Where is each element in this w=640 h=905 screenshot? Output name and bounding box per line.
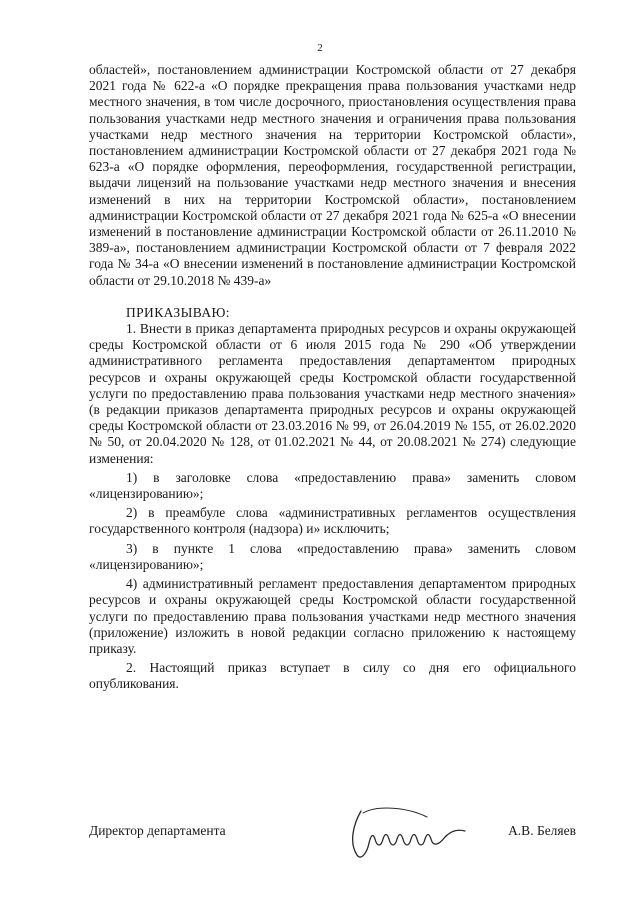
signatory-title: Директор департамента: [89, 823, 226, 838]
subitem-2-paragraph: 2) в преамбуле слова «административных регламентов осуществления государственного контроля (надзора) и» исключить;: [89, 505, 576, 537]
page-number: 2: [317, 42, 323, 54]
subitem-3-paragraph: 3) в пункте 1 слова «предоставлению права» заменить словом «лицензированию»;: [89, 540, 576, 572]
subitem-4-paragraph: 4) административный регламент предоставления департаментом природных ресурсов и охраны окружающей среды Костромской области государственной услуги по предоставлению права пользования участками недр местного значения (приложение) изложить в новой редакции согласно приложению к настоящему приказу.: [89, 576, 576, 656]
order-heading: ПРИКАЗЫВАЮ:: [126, 304, 230, 320]
document-body: [89, 62, 576, 693]
signatory-name: А.В. Беляев: [508, 823, 576, 838]
handwritten-signature: [347, 803, 477, 863]
preamble-paragraph: областей», постановлением администрации Костромской области от 27 декабря 2021 года № 622-а «О порядке прекращения права пользования участками недр местного значения, в том числе досрочного, приостановления осуществления права пользования участками недр местного значения и ограничения права пользования участками недр местного значения на территории Костромской области», постановлением администрации Костромской области от 27 декабря 2021 года № 623-а «О порядке оформления, переоформления, государственной регистрации, выдачи лицензий на пользование участками недр местного значения и внесения изменений в них на территории Костромской области», постановлением администрации Костромской области от 27 декабря 2021 года № 625-а «О внесении изменений в постановление администрации Костромской области от 26.11.2010 № 389-а», постановлением администрации Костромской области от 7 февраля 2022 года № 34-а «О внесении изменений в постановление администрации Костромской области от 29.10.2018 № 439-а»: [89, 62, 576, 288]
item-2-paragraph: 2. Настоящий приказ вступает в силу со дня его официального опубликования.: [89, 660, 576, 692]
item-1-paragraph: 1. Внести в приказ департамента природных ресурсов и охраны окружающей среды Костромской области от 6 июля 2015 года № 290 «Об утверждении административного регламента предоставления департаментом природных ресурсов и охраны окружающей среды Костромской области государственной услуги по предоставлению права пользования участками недр местного значения» (в редакции приказов департамента природных ресурсов и охраны окружающей среды Костромской области от 23.03.2016 № 99, от 26.04.2019 № 155, от 26.02.2020 № 50, от 20.04.2020 № 128, от 01.02.2021 № 44, от 20.08.2021 № 274) следующие изменения:: [89, 321, 576, 466]
subitem-1-paragraph: 1) в заголовке слова «предоставлению права» заменить словом «лицензированию»;: [89, 469, 576, 502]
signature-block: [89, 803, 576, 873]
